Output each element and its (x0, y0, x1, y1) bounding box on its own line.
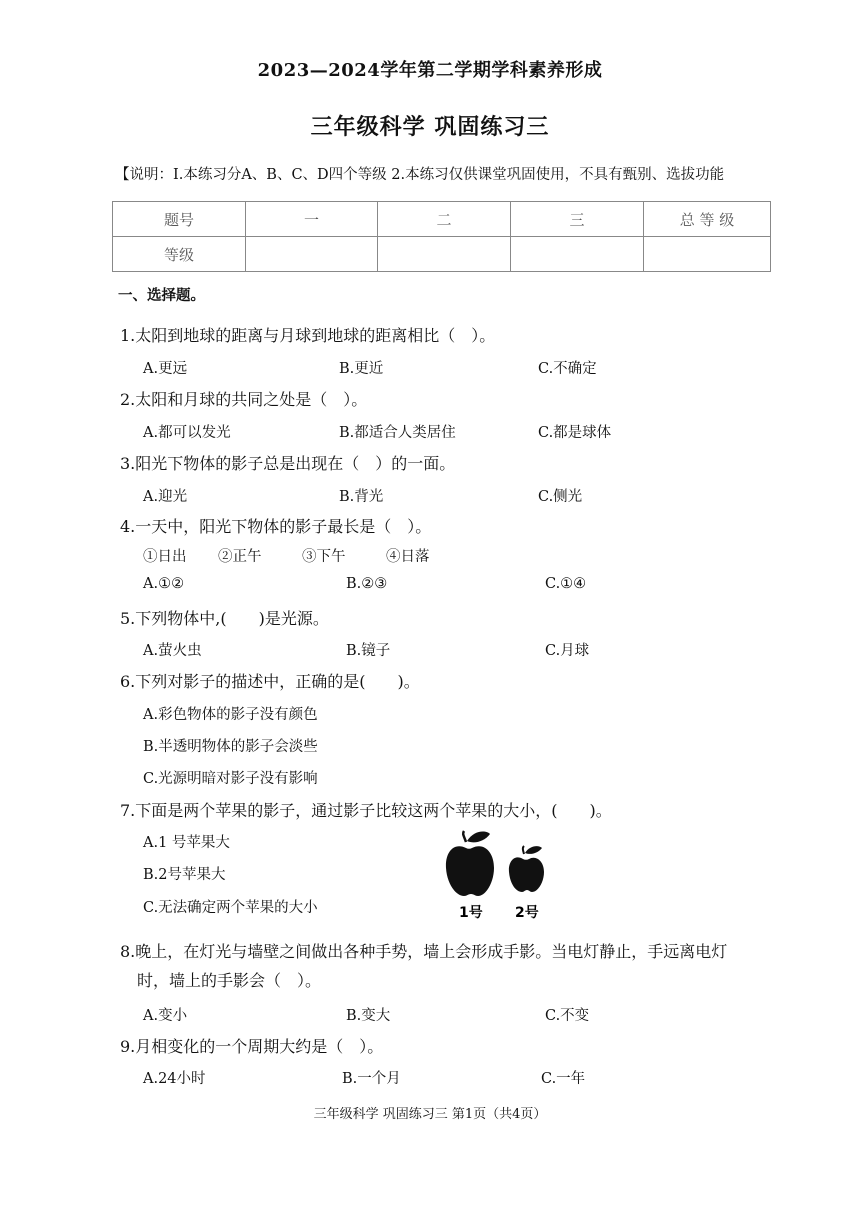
apple-2-icon (509, 846, 544, 892)
grade-row-label: 等级 (113, 237, 246, 272)
question-1: 1.太阳到地球的距离与月球到地球的距离相比（ ）。 (120, 326, 496, 345)
option-b: B.更近 (339, 361, 384, 377)
page-title: 2023—2024学年第二学期学科素养形成 (257, 60, 603, 81)
option-b: B.镜子 (346, 643, 391, 659)
section-heading: 一、选择题。 (118, 287, 205, 304)
option-c: C.都是球体 (538, 425, 612, 441)
grade-cell[interactable] (511, 237, 644, 272)
question-2: 2.太阳和月球的共同之处是（ ）。 (120, 390, 368, 409)
question-7: 7.下面是两个苹果的影子，通过影子比较这两个苹果的大小，( )。 (120, 801, 612, 820)
choice-item: ④日落 (386, 549, 430, 565)
option-c: C.一年 (541, 1071, 586, 1087)
question-6: 6.下列对影子的描述中，正确的是( )。 (120, 672, 420, 691)
page-subtitle: 三年级科学 巩固练习三 (310, 114, 550, 140)
grade-table-row (113, 237, 771, 272)
option-a: A.变小 (143, 1008, 188, 1024)
option-c: C.①④ (545, 576, 587, 592)
question-5: 5.下列物体中,( )是光源。 (120, 609, 329, 628)
option-a: A.彩色物体的影子没有颜色 (143, 707, 318, 723)
question-8: 8.晚上，在灯光与墙壁之间做出各种手势，墙上会形成手影。当电灯静止，手远离电灯 (120, 942, 728, 961)
option-a: A.24小时 (143, 1071, 206, 1087)
grade-header-cell: 题号 (113, 202, 246, 237)
option-b: B.变大 (346, 1008, 391, 1024)
grade-cell[interactable] (246, 237, 378, 272)
question-3: 3.阳光下物体的影子总是出现在（ ）的一面。 (120, 454, 456, 473)
option-c: C.光源明暗对影子没有影响 (143, 771, 318, 787)
option-c: C.无法确定两个苹果的大小 (143, 900, 318, 916)
question-8-continued: 时，墙上的手影会（ ）。 (137, 971, 322, 990)
option-c: C.月球 (545, 643, 590, 659)
option-a: A.迎光 (143, 489, 188, 505)
apple-1-label: 1号 (459, 905, 483, 921)
option-a: A.都可以发光 (143, 425, 231, 441)
option-a: A.1 号苹果大 (143, 835, 230, 851)
question-4: 4.一天中，阳光下物体的影子最长是（ ）。 (120, 517, 432, 536)
grade-header-cell: 总 等 级 (644, 202, 771, 237)
option-a: A.更远 (143, 361, 188, 377)
grade-table-header-row (113, 202, 771, 237)
option-c: C.不确定 (538, 361, 597, 377)
choice-item: ③下午 (302, 549, 346, 565)
grade-header-cell: 三 (511, 202, 644, 237)
grade-table (112, 201, 771, 272)
choice-item: ②正午 (218, 549, 262, 565)
instructions-note: 【说明：I.本练习分A、B、C、D四个等级 2.本练习仅供课堂巩固使用，不具有甄别、选拔功能 (115, 167, 725, 183)
option-b: B.一个月 (342, 1071, 401, 1087)
question-9: 9.月相变化的一个周期大约是（ ）。 (120, 1037, 384, 1056)
grade-header-cell: 一 (246, 202, 378, 237)
option-b: B.②③ (346, 576, 388, 592)
option-a: A.①② (143, 576, 185, 592)
apple-shadows-figure (440, 828, 550, 924)
grade-cell[interactable] (644, 237, 771, 272)
page-footer: 三年级科学 巩固练习三 第1页（共4页） (313, 1107, 547, 1122)
apple-silhouettes (440, 828, 550, 924)
apple-2-label: 2号 (515, 905, 539, 921)
option-b: B.背光 (339, 489, 384, 505)
option-a: A.萤火虫 (143, 643, 202, 659)
grade-header-cell: 二 (378, 202, 511, 237)
option-b: B.都适合人类居住 (339, 425, 456, 441)
option-b: B.2号苹果大 (143, 867, 226, 883)
option-c: C.侧光 (538, 489, 583, 505)
option-b: B.半透明物体的影子会淡些 (143, 739, 318, 755)
option-c: C.不变 (545, 1008, 590, 1024)
apple-1-icon (446, 831, 494, 896)
grade-cell[interactable] (378, 237, 511, 272)
choice-item: ①日出 (143, 549, 187, 565)
